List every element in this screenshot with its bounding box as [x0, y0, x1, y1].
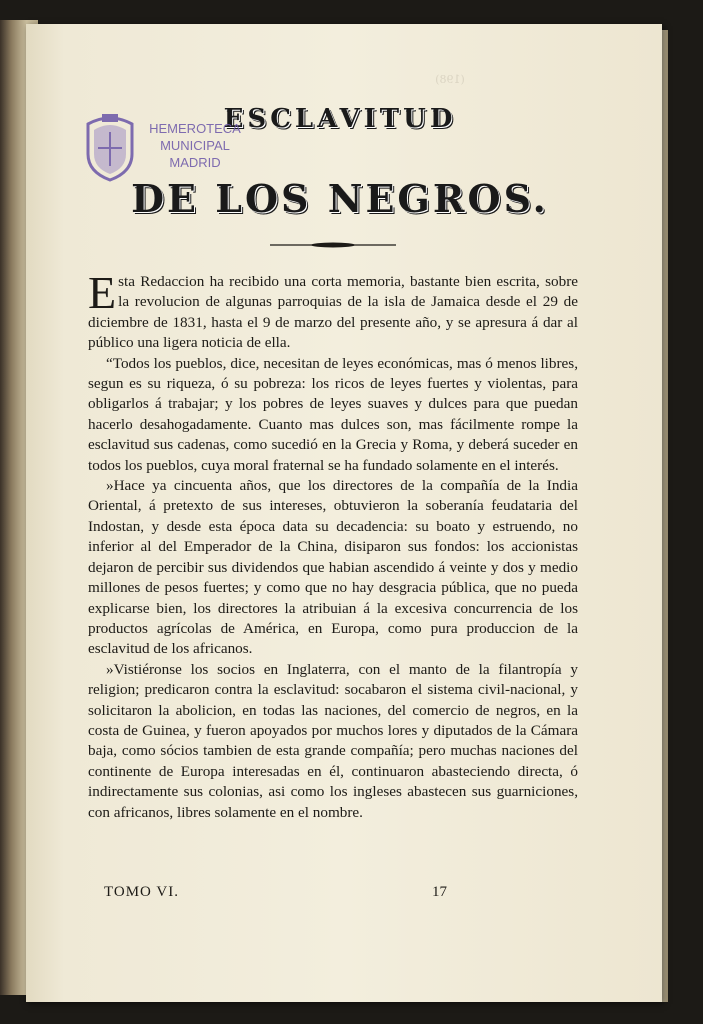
bleed-page-number: (198) — [435, 73, 465, 86]
stamp-line-1: HEMEROTECA — [149, 121, 241, 136]
stamp-line-3: MADRID — [169, 155, 221, 170]
paragraph-1-text: sta Redaccion ha recibido una corta memoria, bastante bien escrita, sobre la revolucion de algunas parroquias de la isla de Jamaica desde el 29 de diciembre de 1831, hasta el 9 de marzo del presente año, y se apresura á dar al público una ligera noticia de ella. — [88, 273, 578, 352]
bleed-through-text — [300, 72, 600, 252]
library-stamp — [80, 108, 250, 188]
signature-mark: 17 — [432, 884, 447, 900]
volume-label: TOMO VI. — [104, 884, 179, 900]
coat-of-arms-icon — [80, 110, 140, 182]
paragraph-4: »Vistiéronse los socios en Inglaterra, con el manto de la filantropía y religion; predicaron contra la esclavitud: socabaron el sistema civil-nacional, y solicitaron la abolicion, en todas las naciones, del comercio de negros, en la costa de Guinea, y fueron apoyados por muchos lores y diputados de la Cámara baja, como sócios tambien de esta grande compañía; pero muchas naciones del continente de Europa interesadas en él, continuaron abasteciendo directa, ó indirectamente sus colonias, asi como los ingleses abastecen sus guarniciones, con africanos, libres solamente en el nombre. — [88, 660, 578, 821]
article-body — [88, 267, 578, 823]
title-line-2: DE LOS NEGROS. — [131, 176, 549, 221]
title-line-1: ESCLAVITUD — [223, 104, 457, 134]
paragraph-2: “Todos los pueblos, dice, necesitan de leyes económicas, mas ó menos libres, segun es su riqueza, ó su pobreza: los ricos de leyes fuertes y violentas, para obligarlos á trabajar; y los pobres de leyes suaves y dulces para que puedan hacerlo desahogadamente. Cuanto mas dulces son, mas fácilmente rompe la esclavitud sus cadenas, como sucedió en la Grecia y Roma, y deberá suceder en todos los pueblos, cuya moral fraternal se ha fundado solamente en el interés. — [88, 354, 578, 474]
drop-cap: E — [88, 267, 117, 318]
stamp-line-2: MUNICIPAL — [160, 138, 230, 153]
ornamental-rule — [270, 242, 396, 248]
paragraph-3: »Hace ya cincuenta años, que los directores de la compañía de la India Oriental, á pretexto de sus intereses, obtuvieron la soberanía feudataria del Indostan, y desde esta época data su decadencia: su boato y estruendo, no inferior al del Emperador de la China, disiparon sus fondos: los accionistas dejaron de percibir sus dividendos que habian ascendido á veinte y dos y medio millones de pesos fuertes; y como que no hay desgracia pública, que no pueda explicarse bien, los directores la atribuian á la excesiva concurrencia de los productos agrícolas de América, en Europa, como pura produccion de la esclavitud de los africanos. — [88, 477, 578, 658]
paragraph-1 — [88, 267, 578, 354]
